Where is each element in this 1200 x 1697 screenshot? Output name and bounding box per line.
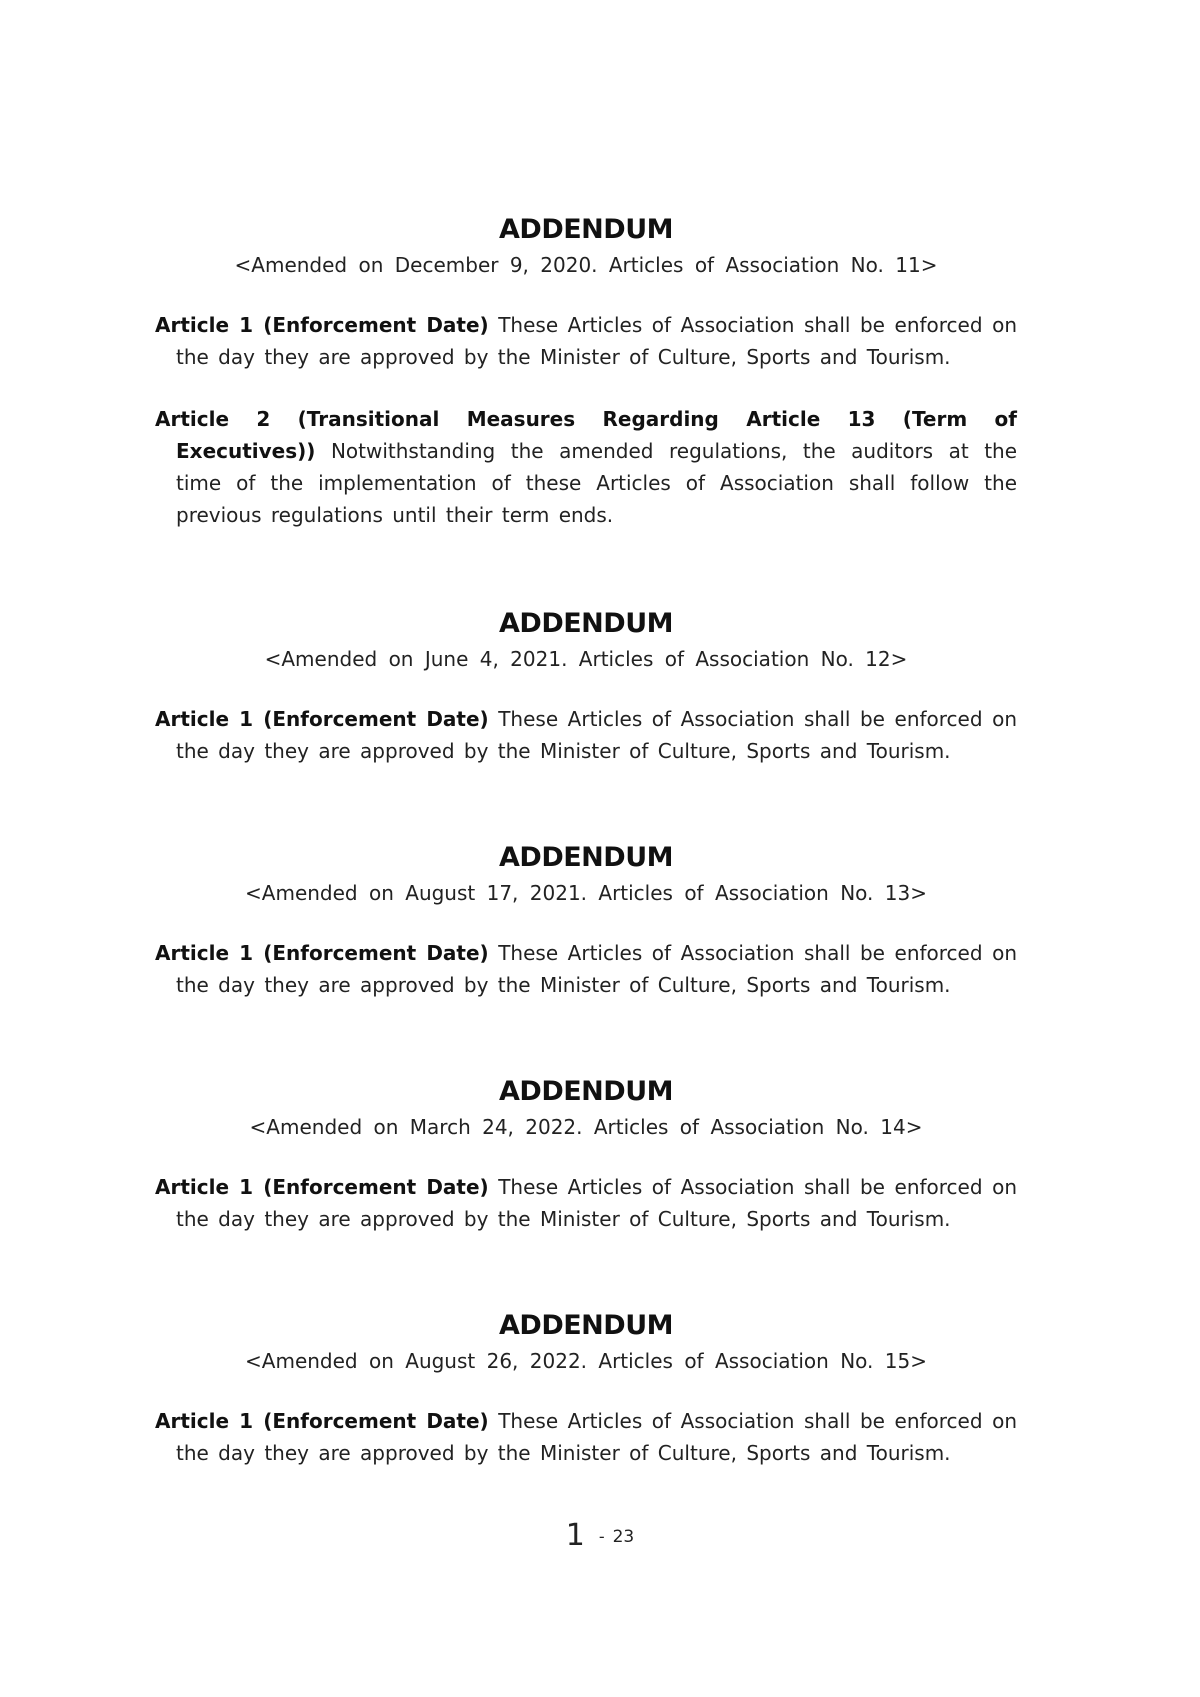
addendum-section (155, 1075, 1017, 1235)
article-heading: Article 2 (Transitional Measures Regarding Article 13 (Term of Executives)) (155, 407, 1017, 463)
article-paragraph (155, 309, 1017, 373)
addendum-title: ADDENDUM (499, 1310, 673, 1341)
amended-note: <Amended on August 26, 2022. Articles of Association No. 15> (245, 1349, 927, 1373)
article-paragraph (155, 1171, 1017, 1235)
article-paragraph (155, 1405, 1017, 1469)
addendum-title: ADDENDUM (499, 214, 673, 245)
article-text: These Articles of Association shall be enforced on the day they are approved by the Minister of Culture, Sports and Tourism. (176, 1409, 1017, 1465)
article-text: These Articles of Association shall be enforced on the day they are approved by the Minister of Culture, Sports and Tourism. (176, 313, 1017, 369)
article-heading: Article 1 (Enforcement Date) (155, 313, 489, 337)
addendum-title: ADDENDUM (499, 1076, 673, 1107)
article-heading: Article 1 (Enforcement Date) (155, 707, 489, 731)
article-text: These Articles of Association shall be enforced on the day they are approved by the Minister of Culture, Sports and Tourism. (176, 707, 1017, 763)
article-list (155, 937, 1017, 1001)
article-paragraph (155, 703, 1017, 767)
article-list (155, 1171, 1017, 1235)
article-list (155, 1405, 1017, 1469)
article-list (155, 309, 1017, 531)
article-heading: Article 1 (Enforcement Date) (155, 941, 489, 965)
article-heading: Article 1 (Enforcement Date) (155, 1409, 489, 1433)
amended-note: <Amended on June 4, 2021. Articles of Association No. 12> (264, 647, 908, 671)
article-heading: Article 1 (Enforcement Date) (155, 1175, 489, 1199)
amended-note: <Amended on December 9, 2020. Articles of Association No. 11> (234, 253, 938, 277)
page-number (0, 1518, 1200, 1553)
article-text: Notwithstanding the amended regulations, the auditors at the time of the implementation of these Articles of Association shall follow the previous regulations until their term ends. (176, 439, 1018, 527)
addendum-section (155, 607, 1017, 767)
addendum-title: ADDENDUM (499, 842, 673, 873)
article-paragraph (155, 937, 1017, 1001)
addendum-section (155, 841, 1017, 1001)
article-list (155, 703, 1017, 767)
addendum-section (155, 213, 1017, 531)
amended-note: <Amended on August 17, 2021. Articles of Association No. 13> (245, 881, 927, 905)
amended-note: <Amended on March 24, 2022. Articles of Association No. 14> (249, 1115, 923, 1139)
article-paragraph (155, 403, 1017, 531)
page-number-separator: - (598, 1527, 605, 1546)
article-text: These Articles of Association shall be enforced on the day they are approved by the Minister of Culture, Sports and Tourism. (176, 1175, 1017, 1231)
article-text: These Articles of Association shall be enforced on the day they are approved by the Minister of Culture, Sports and Tourism. (176, 941, 1017, 997)
addendum-section (155, 1309, 1017, 1469)
page-number-current: 1 (565, 1518, 585, 1553)
addendum-title: ADDENDUM (499, 608, 673, 639)
page-number-total: 23 (612, 1527, 635, 1547)
